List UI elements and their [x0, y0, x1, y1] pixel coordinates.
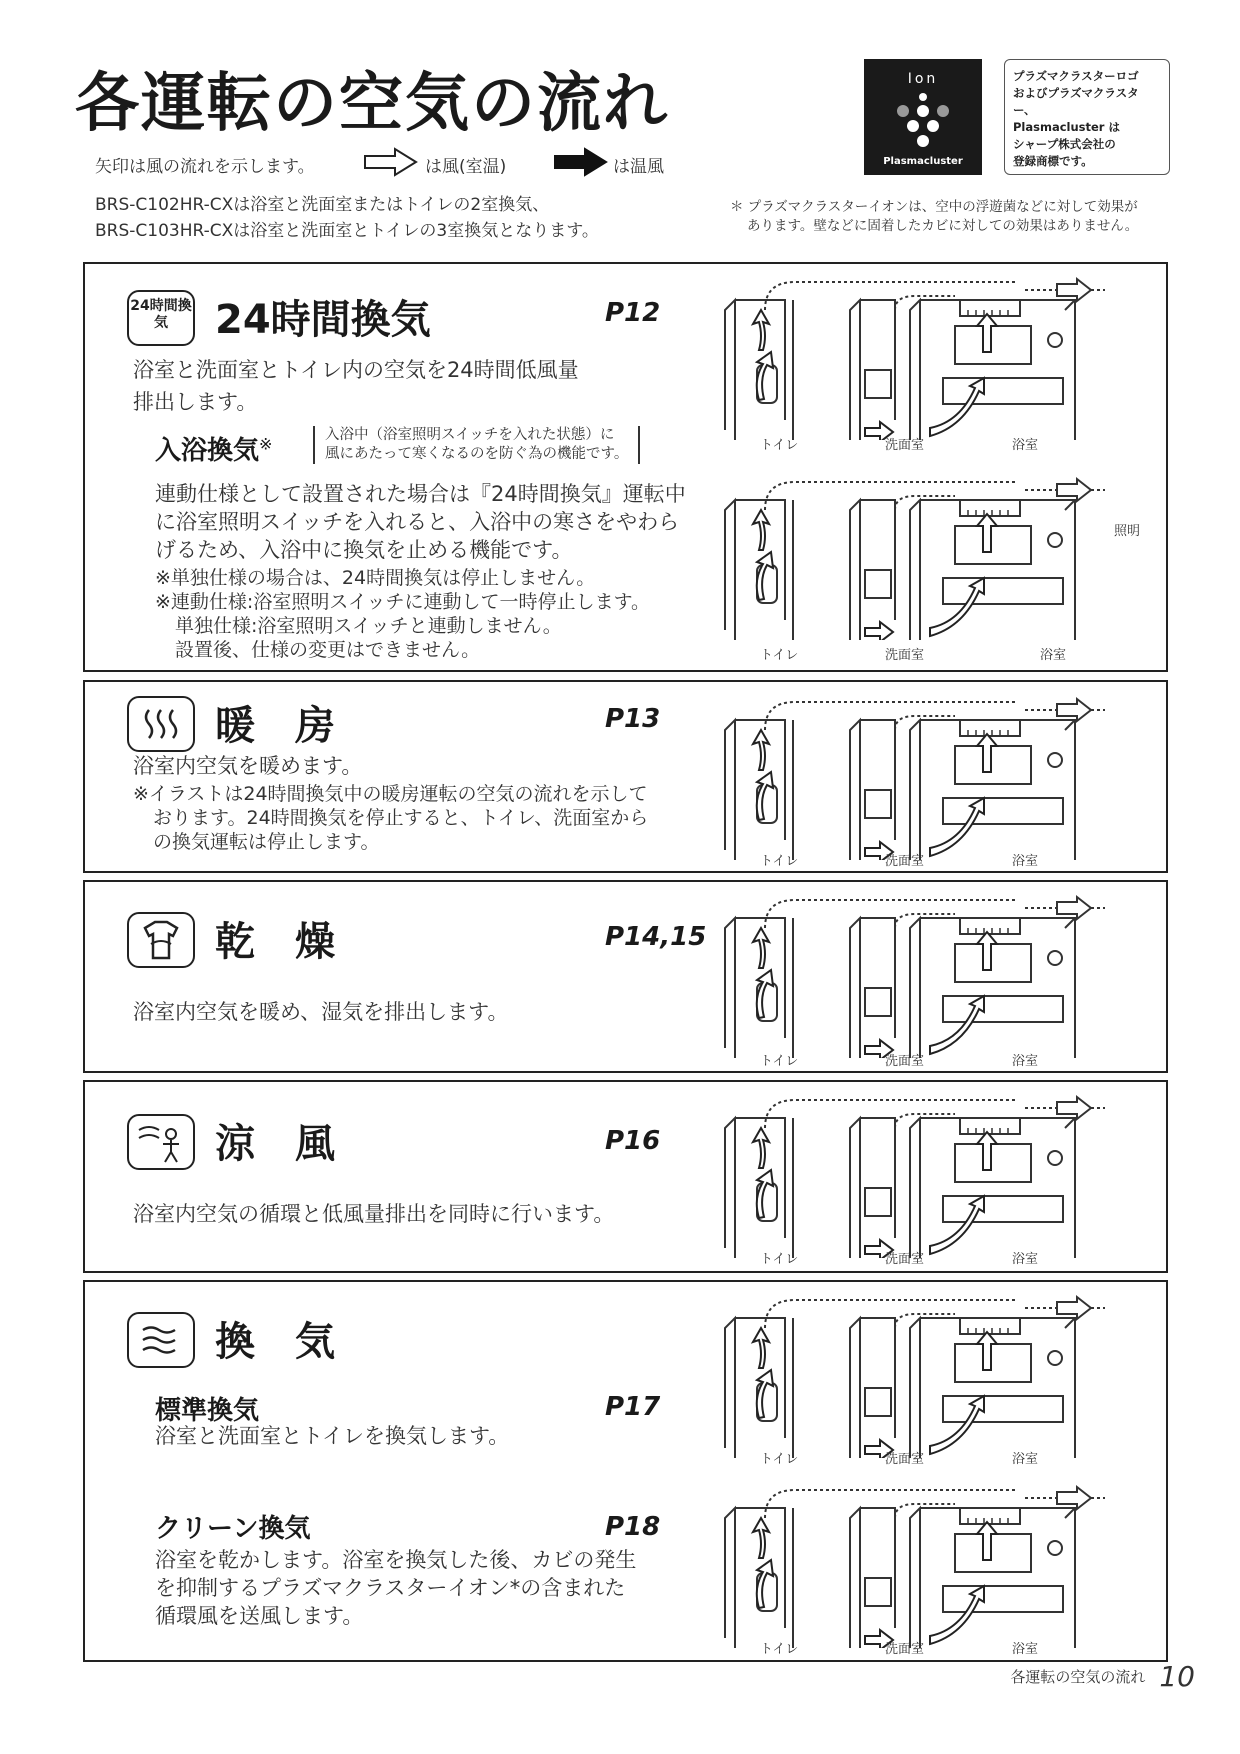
legend-warm: は温風 [613, 157, 664, 177]
airflow-illustration-bathing [715, 470, 1115, 644]
section-title: 暖 房 [215, 703, 335, 749]
room-label-washroom: 洗面室 [885, 1252, 925, 1267]
room-label-washroom: 洗面室 [885, 1452, 925, 1467]
plasmacluster-name: Plasmacluster [883, 156, 963, 167]
note-line-1: ＊ プラズマクラスターイオンは、空中の浮遊菌などに対して効果が [730, 199, 1138, 215]
room-label-bathroom: 浴室 [1012, 438, 1039, 453]
room-label-toilet: トイレ [760, 648, 799, 663]
plasmacluster-note [730, 198, 1138, 236]
section-title: 涼 風 [215, 1121, 335, 1167]
room-label-washroom: 洗面室 [885, 648, 925, 663]
wind-lines-icon [127, 1312, 195, 1368]
shirt-icon [127, 912, 195, 968]
room-label-washroom: 洗面室 [885, 854, 925, 869]
standard-vent-desc: 浴室と洗面室とトイレを換気します。 [155, 1424, 510, 1448]
room-label-washroom: 洗面室 [885, 1642, 925, 1657]
heat-wave-icon [127, 696, 195, 752]
note-1: ※単独仕様の場合は、24時間換気は停止しません。 [155, 567, 596, 589]
room-label-bathroom: 浴室 [1012, 1642, 1039, 1657]
room-label-bathroom: 浴室 [1012, 1054, 1039, 1069]
ion-label: Ion [907, 71, 939, 87]
grape-icon [893, 91, 953, 151]
trademark-line: およびプラズマクラスター、 [1013, 86, 1139, 117]
model-line-1: BRS-C102HR-CXは浴室と洗面室またはトイレの2室換気、 [95, 195, 550, 215]
room-label-light: 照明 [1114, 524, 1141, 539]
icon-24h-text: 24時間換気 [130, 298, 192, 331]
note-3: 単独仕様:浴室照明スイッチと連動しません。 [175, 615, 562, 637]
desc: 浴室内空気を暖め、湿気を排出します。 [133, 1000, 509, 1024]
page-ref: P14,15 [605, 922, 707, 952]
desc: 浴室内空気を暖めます。 [133, 754, 363, 778]
airflow-illustration-clean [715, 1478, 1115, 1652]
page-ref: P12 [605, 298, 661, 328]
trademark-line: シャープ株式会社の [1013, 137, 1116, 151]
clean-desc-3: 循環風を送風します。 [155, 1604, 364, 1628]
airflow-illustration-heating [715, 690, 1115, 864]
desc-line-2: 排出します。 [133, 390, 258, 414]
desc-line-1: 浴室と洗面室とトイレ内の空気を24時間低風量 [133, 358, 579, 382]
note-line-2: あります。壁などに固着したカビに対しての効果はありません。 [747, 218, 1139, 234]
body-line-3: げるため、入浴中に換気を止める機能です。 [155, 538, 573, 562]
room-label-washroom: 洗面室 [885, 1054, 925, 1069]
clean-vent-title: クリーン換気 [155, 1514, 311, 1544]
section-title: 24時間換気 [215, 297, 431, 343]
airflow-illustration-drying [715, 888, 1115, 1062]
airflow-illustration-cool [715, 1088, 1115, 1262]
note-4: 設置後、仕様の変更はできません。 [175, 639, 481, 661]
room-label-toilet: トイレ [760, 1452, 799, 1467]
room-label-bathroom: 浴室 [1012, 1452, 1039, 1467]
page-ref-standard: P17 [605, 1392, 661, 1422]
room-label-bathroom: 浴室 [1012, 854, 1039, 869]
footer-label: 各運転の空気の流れ [1010, 1668, 1146, 1686]
note-3: の換気運転は停止します。 [153, 831, 380, 853]
page-ref: P13 [605, 704, 661, 734]
airflow-illustration-24h [715, 270, 1115, 444]
trademark-line: 登録商標です。 [1013, 154, 1093, 168]
page-footer [1010, 1660, 1195, 1693]
filled-arrow-icon [553, 146, 609, 178]
page-title: 各運転の空気の流れ [75, 67, 669, 141]
trademark-box [1004, 59, 1170, 175]
body-line-1: 連動仕様として設置された場合は『24時間換気』運転中 [155, 482, 686, 506]
room-label-toilet: トイレ [760, 438, 799, 453]
plasmacluster-logo [864, 59, 982, 175]
room-label-bathroom: 浴室 [1040, 648, 1067, 663]
clean-desc-2: を抑制するプラズマクラスターイオン*の含まれた [155, 1576, 626, 1600]
page-ref-clean: P18 [605, 1512, 661, 1542]
legend-wind: は風(室温) [425, 157, 507, 177]
clean-desc-1: 浴室を乾かします。浴室を換気した後、カビの発生 [155, 1548, 637, 1572]
open-arrow-icon [363, 146, 419, 178]
page-number: 10 [1159, 1660, 1195, 1693]
room-label-toilet: トイレ [760, 854, 799, 869]
arrow-legend [95, 152, 695, 182]
room-label-bathroom: 浴室 [1012, 1252, 1039, 1267]
model-line-2: BRS-C103HR-CXは浴室と洗面室とトイレの3室換気となります。 [95, 221, 599, 241]
section-title: 換 気 [215, 1319, 335, 1365]
legend-intro: 矢印は風の流れを示します。 [95, 157, 315, 177]
room-label-washroom: 洗面室 [885, 438, 925, 453]
room-label-toilet: トイレ [760, 1252, 799, 1267]
note-1: ※イラストは24時間換気中の暖房運転の空気の流れを示して [133, 783, 648, 805]
room-label-toilet: トイレ [760, 1054, 799, 1069]
bath-bracket-note: 入浴中（浴室照明スイッチを入れた状態）に 風にあたって寒くなるのを防ぐ為の機能です。 [313, 426, 640, 464]
trademark-line: プラズマクラスターロゴ [1013, 69, 1139, 83]
body-line-2: に浴室照明スイッチを入れると、入浴中の寒さをやわら [155, 510, 680, 534]
desc: 浴室内空気の循環と低風量排出を同時に行います。 [133, 1202, 615, 1226]
trademark-line: Plasmacluster は [1013, 120, 1120, 134]
breeze-person-icon [127, 1114, 195, 1170]
clock-24h-icon [127, 290, 195, 346]
standard-vent-title: 標準換気 [155, 1396, 260, 1426]
bath-ventilation-title: 入浴換気※ [155, 434, 273, 466]
note-2: ※連動仕様:浴室照明スイッチに連動して一時停止します。 [155, 591, 651, 613]
page-ref: P16 [605, 1126, 661, 1156]
note-2: おります。24時間換気を停止すると、トイレ、洗面室から [153, 807, 649, 829]
section-title: 乾 燥 [215, 919, 335, 965]
airflow-illustration-standard [715, 1288, 1115, 1462]
room-label-toilet: トイレ [760, 1642, 799, 1657]
